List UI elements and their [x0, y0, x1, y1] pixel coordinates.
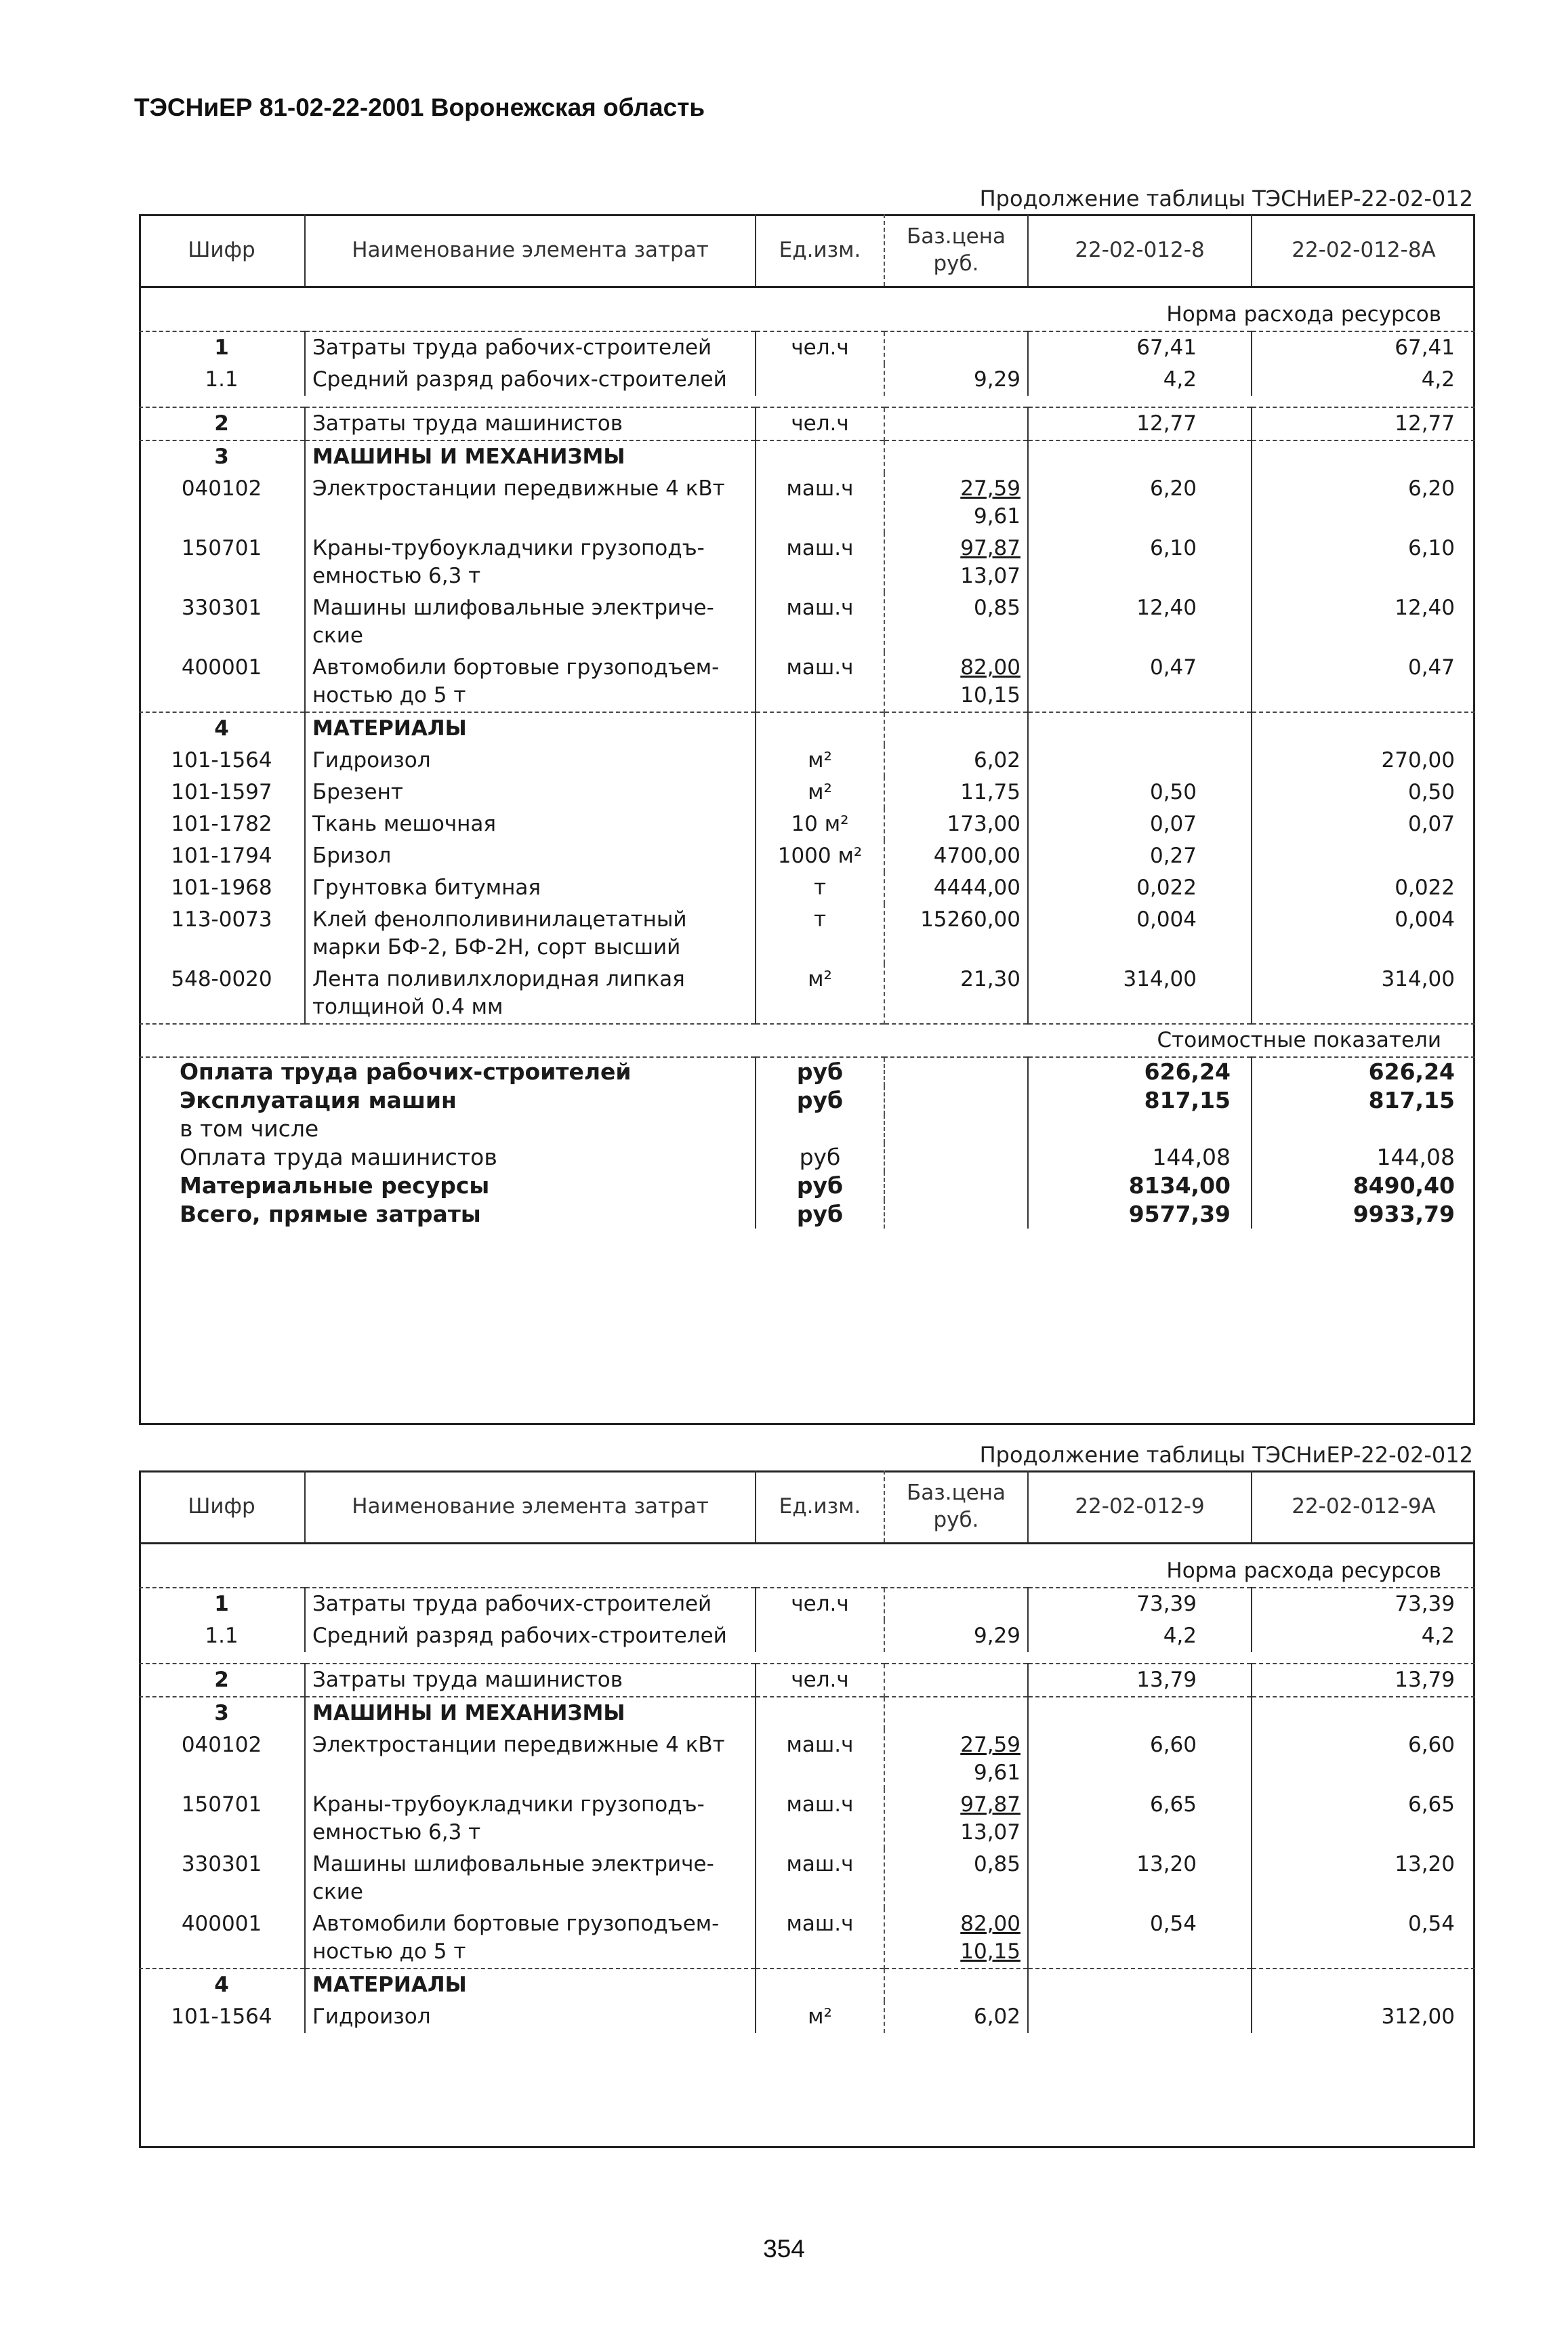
summary-value-a: 626,24: [1028, 1057, 1252, 1086]
row-price: 11,75: [884, 777, 1028, 808]
row-norm-b: 4,2: [1252, 1620, 1475, 1652]
row-code: 150701: [181, 1792, 262, 1817]
row-unit: маш.ч: [756, 533, 884, 592]
row-norm-b: 12,40: [1252, 592, 1475, 652]
row-name: Грунтовка битумная: [305, 872, 756, 904]
row-name: Электростанции передвижные 4 кВт: [305, 473, 756, 533]
row-unit: маш.ч: [756, 1849, 884, 1908]
row-unit: 1000 м²: [756, 840, 884, 872]
row-unit: [756, 364, 884, 396]
row-norm-b: 312,00: [1252, 2001, 1475, 2033]
table-row: [139, 1664, 1475, 1697]
row-norm-b: 13,20: [1252, 1849, 1475, 1908]
table-row: [139, 407, 1475, 440]
summary-name: Материальные ресурсы: [180, 1172, 490, 1199]
row-norm-a: 314,00: [1028, 964, 1252, 1024]
row-name: Затраты труда машинистов: [305, 407, 756, 440]
row-code: 1.1: [205, 1624, 239, 1648]
row-code: 101-1968: [171, 876, 272, 900]
row-unit: м²: [756, 964, 884, 1024]
row-name: Затраты труда машинистов: [305, 1664, 756, 1697]
row-unit: маш.ч: [756, 1789, 884, 1849]
section-title: МАШИНЫ И МЕХАНИЗМЫ: [305, 1697, 756, 1729]
row-unit: т: [756, 872, 884, 904]
row-code: 1.1: [205, 367, 239, 392]
section-code: 4: [139, 1969, 305, 2001]
table-row: [139, 745, 1475, 777]
row-price: 21,30: [884, 964, 1028, 1024]
header-norm-a: 22-02-012-9: [1028, 1470, 1252, 1544]
summary-value-a: 817,15: [1028, 1086, 1252, 1115]
summary-unit: руб: [756, 1057, 884, 1086]
table-row: [139, 872, 1475, 904]
summary-row: [139, 1172, 1475, 1200]
row-unit: [756, 1620, 884, 1652]
row-name: Автомобили бортовые грузоподъем-ностью до 5 т: [305, 652, 756, 712]
row-name: Машины шлифовальные электриче-ские: [305, 1849, 756, 1908]
row-unit: м²: [756, 2001, 884, 2033]
summary-value-a: 8134,00: [1028, 1172, 1252, 1200]
row-unit: маш.ч: [756, 1908, 884, 1969]
row-price: 4700,00: [884, 840, 1028, 872]
page-number: 354: [763, 2235, 805, 2263]
section-heading-row: [139, 712, 1475, 745]
row-name: Краны-трубоукладчики грузоподъ-емностью 6,3 т: [305, 533, 756, 592]
summary-name: Оплата труда рабочих-строителей: [180, 1058, 632, 1085]
row-price: [884, 1588, 1028, 1620]
row-price: 27,59: [960, 476, 1020, 501]
summary-unit: руб: [756, 1200, 884, 1229]
row-norm-a: 4,2: [1028, 1620, 1252, 1652]
row-code: 548-0020: [171, 967, 272, 991]
summary-unit: [756, 1115, 884, 1143]
table-continuation-caption: Продолжение таблицы ТЭСНиЕР-22-02-012: [979, 186, 1473, 211]
row-norm-a: 0,004: [1028, 904, 1252, 964]
row-norm-b: 0,54: [1252, 1908, 1475, 1969]
row-code: 101-1794: [171, 844, 272, 868]
summary-value-b: [1252, 1115, 1475, 1143]
row-unit: м²: [756, 777, 884, 808]
table-row: [139, 1789, 1475, 1849]
section-heading-row: [139, 1969, 1475, 2001]
row-norm-a: 4,2: [1028, 364, 1252, 396]
row-price-labor: 10,15: [960, 1939, 1020, 1964]
row-norm-a: 0,27: [1028, 840, 1252, 872]
section-title: МАТЕРИАЛЫ: [305, 712, 756, 745]
row-norm-b: 0,50: [1252, 777, 1475, 808]
row-code: 2: [139, 1664, 305, 1697]
table-header-row: [139, 1470, 1475, 1544]
row-code: 330301: [181, 596, 262, 620]
header-norm-b: 22-02-012-8А: [1252, 214, 1475, 287]
row-code: 040102: [181, 1733, 262, 1757]
norms-table: [139, 1470, 1475, 2033]
row-code: 113-0073: [171, 907, 272, 932]
row-name: Затраты труда рабочих-строителей: [305, 1588, 756, 1620]
row-code: 1: [214, 335, 229, 360]
table-row: [139, 777, 1475, 808]
header-unit: Ед.изм.: [756, 214, 884, 287]
summary-value-b: 8490,40: [1252, 1172, 1475, 1200]
document-title: ТЭСНиЕР 81-02-22-2001 Воронежская область: [134, 94, 705, 121]
table-row: [139, 2001, 1475, 2033]
summary-value-b: 817,15: [1252, 1086, 1475, 1115]
row-price-labor: 13,07: [960, 1820, 1020, 1845]
table-row: [139, 592, 1475, 652]
row-code: 330301: [181, 1852, 262, 1876]
table-row: [139, 364, 1475, 396]
row-norm-a: 13,20: [1028, 1849, 1252, 1908]
summary-row: [139, 1143, 1475, 1172]
row-norm-a: 6,20: [1028, 473, 1252, 533]
row-norm-b: 6,65: [1252, 1789, 1475, 1849]
summary-name: в том числе: [180, 1115, 319, 1142]
summary-row: [139, 1115, 1475, 1143]
section-code: 4: [139, 712, 305, 745]
row-norm-a: 0,07: [1028, 808, 1252, 840]
row-code: 101-1564: [171, 748, 272, 773]
summary-name: Оплата труда машинистов: [180, 1144, 497, 1170]
table-row: [139, 1620, 1475, 1652]
header-norm-a: 22-02-012-8: [1028, 214, 1252, 287]
table-header-row: [139, 214, 1475, 287]
summary-row: [139, 1200, 1475, 1229]
table-row: [139, 473, 1475, 533]
row-unit: 10 м²: [756, 808, 884, 840]
header-code: Шифр: [139, 214, 305, 287]
row-name: Гидроизол: [305, 2001, 756, 2033]
row-norm-a: 0,022: [1028, 872, 1252, 904]
row-norm-a: 12,77: [1028, 407, 1252, 440]
row-price: [884, 407, 1028, 440]
summary-unit: руб: [756, 1172, 884, 1200]
row-code: 1: [214, 1592, 229, 1616]
row-unit: маш.ч: [756, 592, 884, 652]
summary-unit: руб: [756, 1086, 884, 1115]
row-price: 9,29: [884, 364, 1028, 396]
section-title: МАТЕРИАЛЫ: [305, 1969, 756, 2001]
norms-table: [139, 214, 1475, 1229]
row-norm-b: 6,20: [1252, 473, 1475, 533]
row-norm-a: [1028, 2001, 1252, 2033]
summary-row: [139, 1086, 1475, 1115]
row-name: Автомобили бортовые грузоподъем-ностью до 5 т: [305, 1908, 756, 1969]
row-code: 150701: [181, 536, 262, 560]
row-price-labor: 9,61: [973, 504, 1020, 529]
row-norm-b: 6,60: [1252, 1729, 1475, 1789]
summary-value-a: 9577,39: [1028, 1200, 1252, 1229]
norm-section-label: Норма расхода ресурсов: [139, 1555, 1475, 1588]
table-row: [139, 904, 1475, 964]
row-norm-b: 4,2: [1252, 364, 1475, 396]
row-unit: чел.ч: [756, 331, 884, 364]
row-code: 101-1597: [171, 780, 272, 804]
row-name: Клей фенолполивинилацетатный марки БФ-2, БФ-2Н, сорт высший: [305, 904, 756, 964]
row-norm-b: 270,00: [1252, 745, 1475, 777]
row-price: 97,87: [960, 1792, 1020, 1817]
table-row: [139, 1729, 1475, 1789]
row-name: Краны-трубоукладчики грузоподъ-емностью 6,3 т: [305, 1789, 756, 1849]
row-norm-b: 73,39: [1252, 1588, 1475, 1620]
row-norm-b: 6,10: [1252, 533, 1475, 592]
row-code: 400001: [181, 655, 262, 680]
norm-section-label-row: [139, 299, 1475, 331]
row-unit: чел.ч: [756, 407, 884, 440]
row-code: 101-1782: [171, 812, 272, 836]
row-norm-a: 0,50: [1028, 777, 1252, 808]
section-code: 3: [139, 440, 305, 473]
row-price: 173,00: [884, 808, 1028, 840]
row-name: Средний разряд рабочих-строителей: [305, 364, 756, 396]
header-base-price: Баз.цена руб.: [884, 214, 1028, 287]
row-name: Машины шлифовальные электриче-ские: [305, 592, 756, 652]
row-name: Лента поливилхлоридная липкая толщиной 0.4 мм: [305, 964, 756, 1024]
row-norm-a: 73,39: [1028, 1588, 1252, 1620]
table-row: [139, 1588, 1475, 1620]
table-row: [139, 1908, 1475, 1969]
row-price-labor: 10,15: [960, 683, 1020, 707]
table-row: [139, 840, 1475, 872]
row-norm-a: 6,60: [1028, 1729, 1252, 1789]
row-norm-a: 0,47: [1028, 652, 1252, 712]
row-name: Электростанции передвижные 4 кВт: [305, 1729, 756, 1789]
header-base-price: Баз.цена руб.: [884, 1470, 1028, 1544]
row-norm-a: 13,79: [1028, 1664, 1252, 1697]
table-row: [139, 533, 1475, 592]
section-title: МАШИНЫ И МЕХАНИЗМЫ: [305, 440, 756, 473]
row-price: 27,59: [960, 1733, 1020, 1757]
summary-value-b: 626,24: [1252, 1057, 1475, 1086]
row-unit: маш.ч: [756, 1729, 884, 1789]
section-heading-row: [139, 440, 1475, 473]
section-code: 3: [139, 1697, 305, 1729]
header-unit: Ед.изм.: [756, 1470, 884, 1544]
row-price: 9,29: [884, 1620, 1028, 1652]
row-norm-a: [1028, 745, 1252, 777]
row-unit: м²: [756, 745, 884, 777]
row-code: 2: [139, 407, 305, 440]
row-norm-b: 12,77: [1252, 407, 1475, 440]
summary-value-b: 144,08: [1252, 1143, 1475, 1172]
row-unit: т: [756, 904, 884, 964]
row-name: Бризол: [305, 840, 756, 872]
row-norm-b: [1252, 840, 1475, 872]
row-name: Затраты труда рабочих-строителей: [305, 331, 756, 364]
row-price-labor: 13,07: [960, 564, 1020, 588]
summary-row: [139, 1057, 1475, 1086]
table-row: [139, 808, 1475, 840]
row-name: Ткань мешочная: [305, 808, 756, 840]
row-code: 040102: [181, 476, 262, 501]
row-norm-a: 12,40: [1028, 592, 1252, 652]
row-price: [884, 331, 1028, 364]
row-price: 82,00: [960, 655, 1020, 680]
row-name: Гидроизол: [305, 745, 756, 777]
row-norm-b: 0,022: [1252, 872, 1475, 904]
row-norm-b: 0,004: [1252, 904, 1475, 964]
row-norm-b: 314,00: [1252, 964, 1475, 1024]
norm-section-label-row: [139, 1555, 1475, 1588]
row-norm-a: 0,54: [1028, 1908, 1252, 1969]
table-row: [139, 331, 1475, 364]
section-heading-row: [139, 1697, 1475, 1729]
row-norm-a: 6,10: [1028, 533, 1252, 592]
row-price-labor: 9,61: [973, 1760, 1020, 1785]
row-price: 0,85: [884, 1849, 1028, 1908]
table-row: [139, 1849, 1475, 1908]
row-price: 6,02: [884, 2001, 1028, 2033]
row-norm-b: 0,47: [1252, 652, 1475, 712]
header-norm-b: 22-02-012-9А: [1252, 1470, 1475, 1544]
summary-name: Всего, прямые затраты: [180, 1201, 481, 1227]
table-continuation-caption: Продолжение таблицы ТЭСНиЕР-22-02-012: [979, 1442, 1473, 1468]
row-price: 97,87: [960, 536, 1020, 560]
cost-section-label-row: [139, 1024, 1475, 1057]
row-price: 4444,00: [884, 872, 1028, 904]
header-name: Наименование элемента затрат: [305, 214, 756, 287]
row-norm-a: 6,65: [1028, 1789, 1252, 1849]
row-unit: чел.ч: [756, 1664, 884, 1697]
row-name: Средний разряд рабочих-строителей: [305, 1620, 756, 1652]
summary-value-a: [1028, 1115, 1252, 1143]
row-code: 400001: [181, 1912, 262, 1936]
summary-unit: руб: [756, 1143, 884, 1172]
row-price: 0,85: [884, 592, 1028, 652]
summary-name: Эксплуатация машин: [180, 1087, 457, 1113]
row-price: 15260,00: [884, 904, 1028, 964]
table-row: [139, 652, 1475, 712]
row-code: 101-1564: [171, 2004, 272, 2029]
row-norm-b: 13,79: [1252, 1664, 1475, 1697]
row-price: 6,02: [884, 745, 1028, 777]
row-unit: чел.ч: [756, 1588, 884, 1620]
cost-section-label: Стоимостные показатели: [139, 1024, 1475, 1057]
table-row: [139, 964, 1475, 1024]
row-name: Брезент: [305, 777, 756, 808]
summary-value-b: 9933,79: [1252, 1200, 1475, 1229]
norm-section-label: Норма расхода ресурсов: [139, 299, 1475, 331]
row-price: [884, 1664, 1028, 1697]
row-unit: маш.ч: [756, 473, 884, 533]
summary-value-a: 144,08: [1028, 1143, 1252, 1172]
row-norm-b: 0,07: [1252, 808, 1475, 840]
header-name: Наименование элемента затрат: [305, 1470, 756, 1544]
row-price: 82,00: [960, 1912, 1020, 1936]
header-code: Шифр: [139, 1470, 305, 1544]
row-unit: маш.ч: [756, 652, 884, 712]
row-norm-b: 67,41: [1252, 331, 1475, 364]
row-norm-a: 67,41: [1028, 331, 1252, 364]
